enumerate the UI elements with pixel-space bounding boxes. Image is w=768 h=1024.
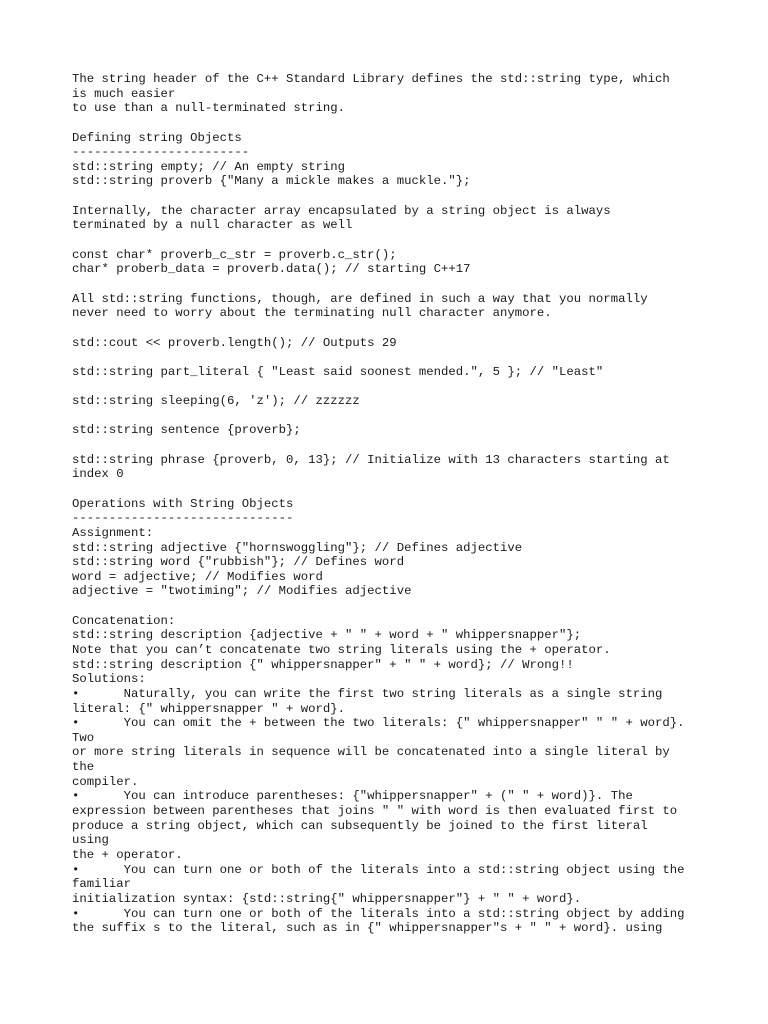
text-line: Two: [72, 730, 95, 745]
text-line: the + operator.: [72, 847, 183, 862]
text-line: std::string phrase {proverb, 0, 13}; // Initialize with 13 characters starting at: [72, 452, 670, 467]
text-line: char* proberb_data = proverb.data(); // starting C++17: [72, 262, 471, 277]
text-line: • You can introduce parentheses: {"whippersnapper" + (" " + word)}. The: [72, 789, 633, 804]
text-line: [72, 438, 732, 453]
text-line: std::string adjective {"hornswoggling"}; // Defines adjective: [72, 540, 523, 555]
text-line: Concatenation:: [72, 613, 176, 628]
text-line: Assignment:: [72, 525, 154, 540]
text-line: word = adjective; // Modifies word: [72, 569, 323, 584]
text-line: adjective = "twotiming"; // Modifies adjective: [72, 584, 412, 599]
text-line: to use than a null-terminated string.: [72, 101, 346, 116]
text-line: All std::string functions, though, are defined in such a way that you normally: [72, 291, 648, 306]
text-line: [72, 233, 732, 248]
text-line: Solutions:: [72, 672, 146, 687]
text-line: std::string part_literal { "Least said soonest mended.", 5 }; // "Least": [72, 364, 604, 379]
text-line: std::string sentence {proverb};: [72, 423, 301, 438]
text-line: compiler.: [72, 774, 139, 789]
document-body: [72, 72, 732, 936]
text-line: never need to worry about the terminating null character anymore.: [72, 306, 552, 321]
text-line: The string header of the C++ Standard Library defines the std::string type, which: [72, 72, 670, 86]
text-line: terminated by a null character as well: [72, 218, 353, 233]
text-line: std::cout << proverb.length(); // Outputs 29: [72, 335, 397, 350]
text-line: [72, 379, 732, 394]
text-line: is much easier: [72, 86, 176, 101]
text-line: [72, 599, 732, 614]
text-line: Operations with String Objects: [72, 496, 294, 511]
text-line: the suffix s to the literal, such as in {" whippersnapper"s + " " + word}. using: [72, 921, 663, 936]
text-line: std::string proverb {"Many a mickle makes a muckle."};: [72, 174, 471, 189]
text-line: [72, 321, 732, 336]
text-line: Note that you can’t concatenate two string literals using the + operator.: [72, 642, 611, 657]
text-line: Defining string Objects: [72, 130, 242, 145]
text-line: • You can omit the + between the two literals: {" whippersnapper" " " + word}.: [72, 716, 685, 731]
text-line: ------------------------: [72, 145, 250, 160]
text-line: literal: {" whippersnapper " + word}.: [72, 701, 346, 716]
text-line: std::string description {adjective + " " + word + " whippersnapper"};: [72, 628, 582, 643]
text-line: [72, 189, 732, 204]
text-line: or more string literals in sequence will be concatenated into a single literal by: [72, 745, 670, 760]
text-line: [72, 350, 732, 365]
text-line: • You can turn one or both of the literals into a std::string object by adding: [72, 906, 685, 921]
text-line: std::string word {"rubbish"}; // Defines word: [72, 555, 405, 570]
text-line: produce a string object, which can subsequently be joined to the first literal: [72, 818, 648, 833]
text-line: [72, 116, 732, 131]
text-line: initialization syntax: {std::string{" whippersnapper"} + " " + word}.: [72, 891, 582, 906]
text-line: ------------------------------: [72, 511, 294, 526]
text-line: familiar: [72, 877, 132, 892]
text-line: std::string sleeping(6, 'z'); // zzzzzz: [72, 394, 360, 409]
text-line: [72, 409, 732, 424]
text-line: • Naturally, you can write the first two string literals as a single string: [72, 686, 663, 701]
text-line: the: [72, 760, 95, 775]
text-line: [72, 277, 732, 292]
text-line: expression between parentheses that joins " " with word is then evaluated first to: [72, 804, 678, 819]
text-line: index 0: [72, 467, 124, 482]
text-line: • You can turn one or both of the literals into a std::string object using the: [72, 862, 685, 877]
text-line: const char* proverb_c_str = proverb.c_str();: [72, 247, 397, 262]
text-line: std::string description {" whippersnapper" + " " + word}; // Wrong!!: [72, 657, 574, 672]
text-line: using: [72, 833, 109, 848]
text-line: std::string empty; // An empty string: [72, 159, 346, 174]
text-line: [72, 482, 732, 497]
text-line: Internally, the character array encapsulated by a string object is always: [72, 203, 611, 218]
